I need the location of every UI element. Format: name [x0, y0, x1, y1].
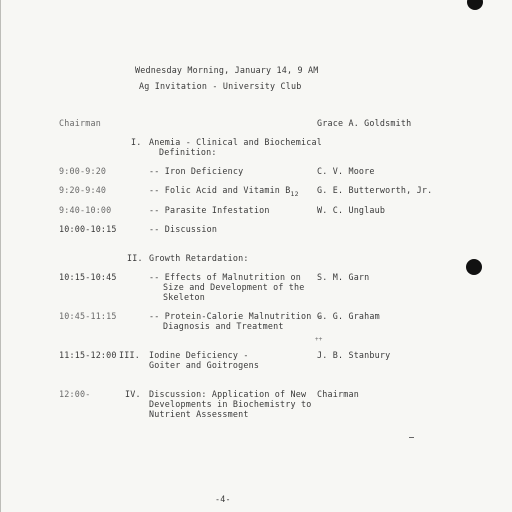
row-4-topic: -- Discussion [149, 224, 218, 234]
section-4-time: 12:00- [59, 389, 91, 399]
row-5-time: 10:15-10:45 [59, 272, 117, 282]
row-5-speaker: S. M. Garn [317, 272, 370, 282]
section-4-title-cont-2: Nutrient Assessment [149, 409, 249, 419]
section-3-title: Iodine Deficiency - [149, 350, 249, 360]
row-2-topic-text: -- Folic Acid and Vitamin B [149, 185, 291, 195]
section-1-title: Anemia - Clinical and Biochemical [149, 137, 322, 147]
row-6-speaker: G. G. Graham [317, 311, 380, 321]
section-2-title: Growth Retardation: [149, 253, 249, 263]
dash-mark [409, 437, 414, 438]
row-3-topic: -- Parasite Infestation [149, 205, 270, 215]
row-5-topic-cont-2: Skeleton [163, 292, 205, 302]
row-1-topic: -- Iron Deficiency [149, 166, 244, 176]
page-number: -4- [215, 494, 231, 504]
section-3-numeral: III. [119, 350, 140, 360]
row-1-time: 9:00-9:20 [59, 166, 107, 176]
row-1-speaker: C. V. Moore [317, 166, 375, 176]
row-2-topic-subscript: 12 [290, 190, 299, 198]
section-3-speaker: J. B. Stanbury [317, 350, 391, 360]
chairman-name: Grace A. Goldsmith [317, 118, 412, 128]
header-line-2: Ag Invitation - University Club [139, 81, 302, 91]
row-5-topic: -- Effects of Malnutrition on [149, 272, 302, 282]
section-1-title-cont: Definition: [159, 147, 217, 157]
row-3-time: 9:40-10:00 [59, 205, 112, 215]
row-2-time: 9:20-9:40 [59, 185, 107, 195]
row-5-topic-cont-1: Size and Development of the [163, 282, 305, 292]
row-2-speaker: G. E. Butterworth, Jr. [317, 185, 433, 195]
row-4-time: 10:00-10:15 [59, 224, 117, 234]
row-6-topic-cont: Diagnosis and Treatment [163, 321, 284, 331]
section-4-title-cont-1: Developments in Biochemistry to [149, 399, 312, 409]
section-3-time: 11:15-12:00 [59, 350, 117, 360]
row-6-time: 10:45-11:15 [59, 311, 117, 321]
header-line-1: Wednesday Morning, January 14, 9 AM [135, 65, 319, 75]
stray-mark: ++ [315, 336, 323, 343]
chairman-label: Chairman [59, 118, 101, 128]
section-3-title-cont: Goiter and Goitrogens [149, 360, 260, 370]
row-6-topic: -- Protein-Calorie Malnutrition - [149, 311, 322, 321]
section-2-numeral: II. [127, 253, 143, 263]
section-4-numeral: IV. [125, 389, 141, 399]
section-4-title: Discussion: Application of New [149, 389, 307, 399]
punch-hole-middle [466, 259, 482, 275]
punch-hole-top [467, 0, 483, 10]
section-4-speaker: Chairman [317, 389, 359, 399]
row-3-speaker: W. C. Unglaub [317, 205, 386, 215]
section-1-numeral: I. [131, 137, 142, 147]
row-2-topic [149, 185, 299, 196]
